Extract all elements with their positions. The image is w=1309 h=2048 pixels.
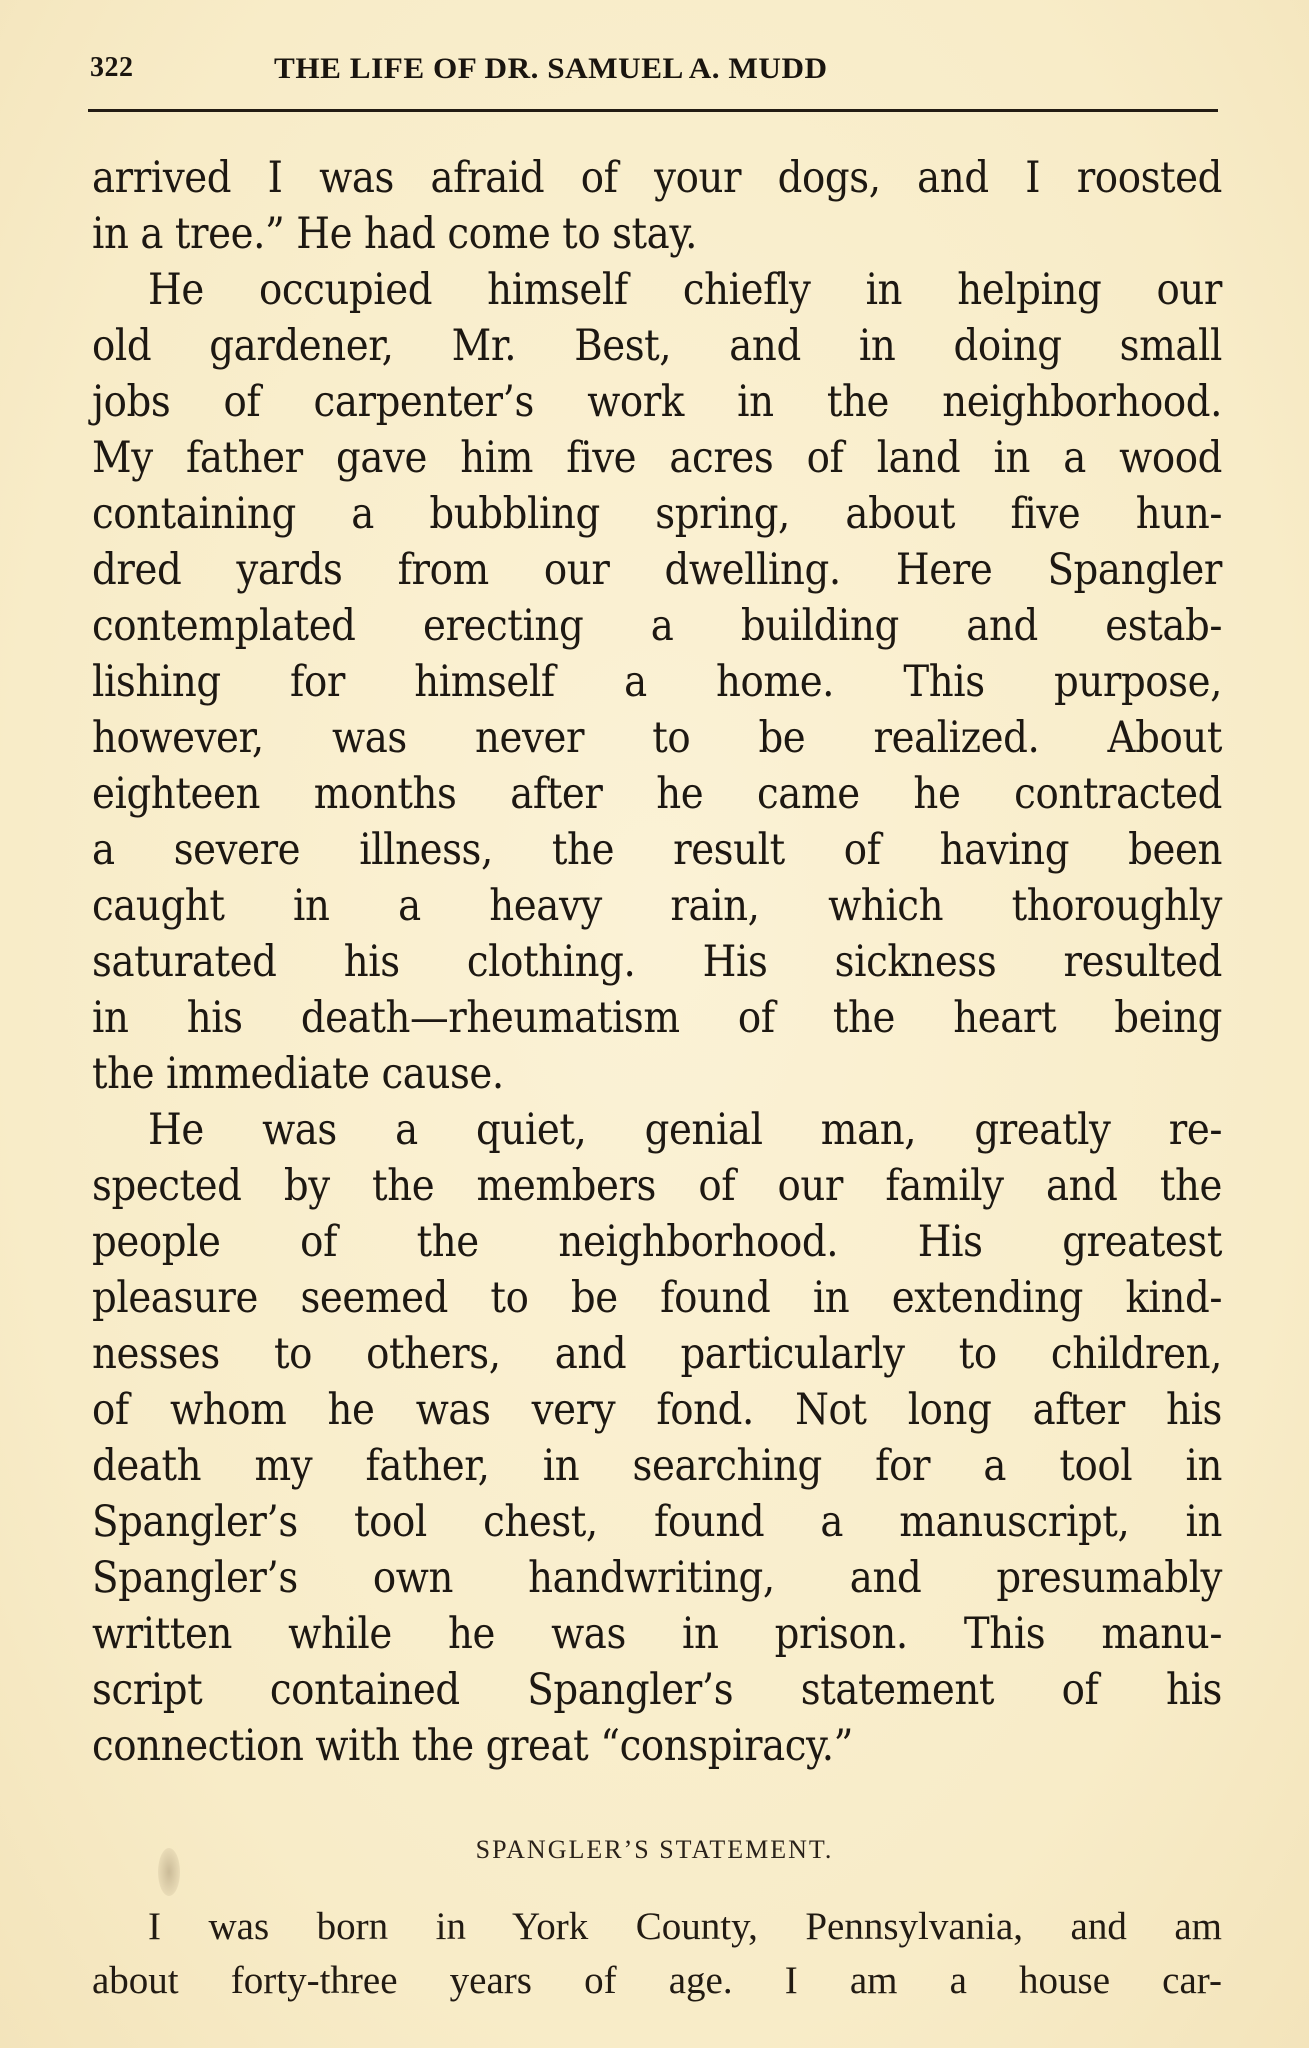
text-line: eighteen months after he came he contracted	[92, 769, 1222, 819]
text-line: a severe illness, the result of having been	[92, 825, 1222, 875]
text-line: death my father, in searching for a tool in	[92, 1441, 1222, 1491]
running-header	[90, 52, 1218, 92]
text-line: pleasure seemed to be found in extending kind-	[92, 1273, 1222, 1323]
text-line: Spangler’s own handwriting, and presumably	[92, 1553, 1222, 1603]
text-line: He was a quiet, genial man, greatly re-	[148, 1105, 1222, 1155]
running-title: THE LIFE OF DR. SAMUEL A. MUDD	[274, 52, 828, 85]
text-line: He occupied himself chiefly in helping our	[148, 265, 1222, 315]
text-line: people of the neighborhood. His greatest	[92, 1217, 1222, 1267]
text-line: in his death—rheumatism of the heart being	[92, 993, 1222, 1043]
section-heading: SPANGLER’S STATEMENT.	[475, 1835, 834, 1864]
text-line: saturated his clothing. His sickness resulted	[92, 937, 1222, 987]
text-line: written while he was in prison. This manu-	[92, 1609, 1222, 1659]
text-line: caught in a heavy rain, which thoroughly	[92, 881, 1222, 931]
text-line: about forty-three years of age. I am a house car-	[92, 1959, 1222, 2002]
text-line: containing a bubbling spring, about five hun-	[92, 489, 1222, 539]
text-line: connection with the great “conspiracy.”	[92, 1721, 854, 1771]
statement-text	[92, 1900, 1222, 2008]
text-line: dred yards from our dwelling. Here Spangler	[92, 545, 1222, 595]
text-line: contemplated erecting a building and estab-	[92, 601, 1222, 651]
header-rule	[88, 109, 1218, 112]
page-number: 322	[90, 52, 134, 83]
text-line: however, was never to be realized. About	[92, 713, 1222, 763]
text-line: My father gave him five acres of land in a wood	[92, 433, 1222, 483]
text-line: jobs of carpenter’s work in the neighborhood.	[92, 377, 1222, 427]
text-line: Spangler’s tool chest, found a manuscript, in	[92, 1497, 1222, 1547]
text-line: of whom he was very fond. Not long after his	[92, 1385, 1222, 1435]
text-line: script contained Spangler’s statement of his	[92, 1665, 1222, 1715]
text-line: old gardener, Mr. Best, and in doing small	[92, 321, 1222, 371]
text-line: the immediate cause.	[92, 1049, 504, 1099]
text-line: arrived I was afraid of your dogs, and I roosted	[92, 153, 1222, 203]
text-line: I was born in York County, Pennsylvania, and am	[148, 1905, 1222, 1948]
body-text	[92, 150, 1222, 1774]
text-line: in a tree.” He had come to stay.	[92, 209, 697, 259]
text-line: nesses to others, and particularly to children,	[92, 1329, 1222, 1379]
text-line: lishing for himself a home. This purpose,	[92, 657, 1222, 707]
text-line: spected by the members of our family and the	[92, 1161, 1222, 1211]
